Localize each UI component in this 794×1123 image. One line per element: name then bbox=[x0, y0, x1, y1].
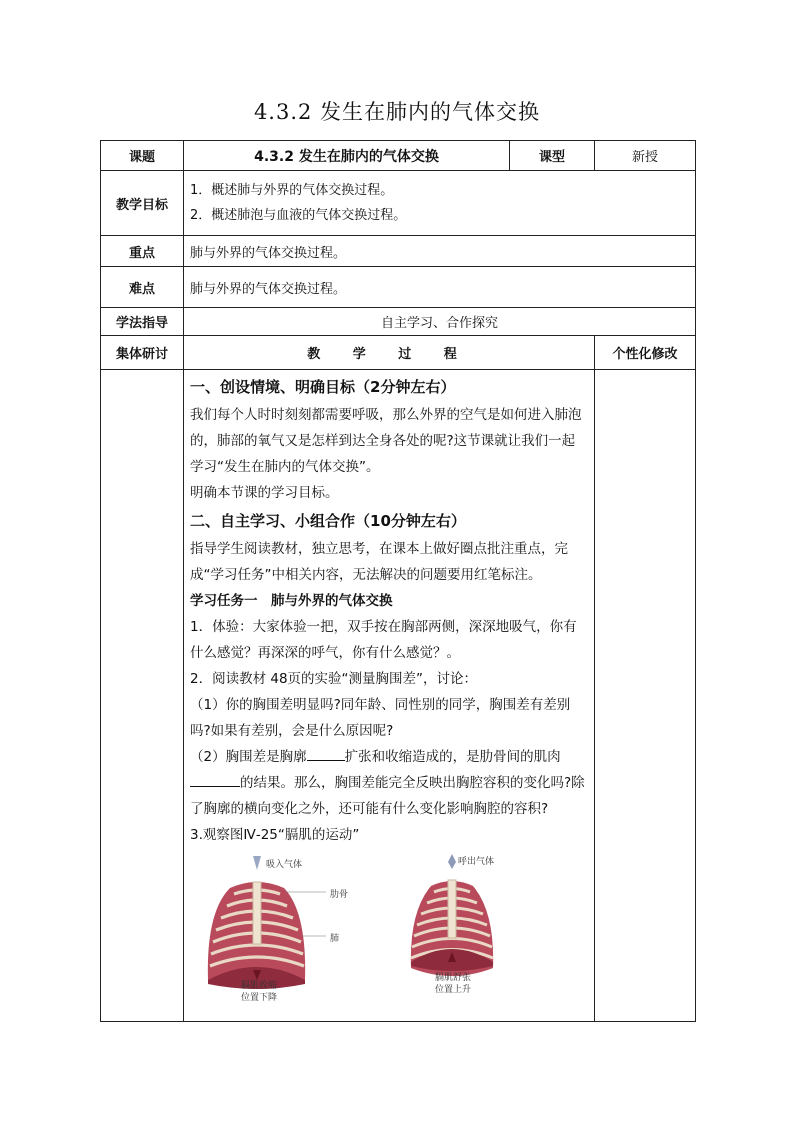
process-row bbox=[101, 370, 696, 1022]
process-label: 教 学 过 程 bbox=[184, 336, 595, 370]
difficulty-label: 难点 bbox=[101, 267, 184, 308]
section1-paragraph: 我们每个人时时刻刻都需要呼吸，那么外界的空气是如何进入肺泡的，肺部的氧气又是怎样到达全身各处的呢?这节课就让我们一起学习“发生在肺内的气体交换”。 bbox=[190, 407, 582, 475]
lesson-plan-table bbox=[100, 140, 696, 1022]
section2-title: 二、自主学习、小组合作（10分钟左右） bbox=[190, 512, 466, 530]
type-value: 新授 bbox=[595, 141, 696, 171]
goal-row bbox=[101, 171, 696, 236]
method-label: 学法指导 bbox=[101, 308, 184, 336]
topic-row bbox=[101, 141, 696, 171]
item2-reading: 2．阅读教材 48页的实验“测量胸围差”，讨论： bbox=[190, 671, 478, 687]
right-ribcage bbox=[411, 854, 493, 976]
rib-label: 肋骨 bbox=[330, 890, 349, 900]
key-value: 肺与外界的气体交换过程。 bbox=[184, 236, 696, 267]
item3-observe: 3.观察图Ⅳ-25“膈肌的运动” bbox=[190, 827, 360, 843]
item2-question2: （2）胸围差是胸廓 扩张和收缩造成的，是肋骨间的肌肉 的结果。那么，胸围差能完全反映出胸腔容积的变化吗?除了胸廓的横向变化之外，还可能有什么变化影响胸腔的容积? bbox=[190, 744, 586, 822]
process-content bbox=[184, 370, 595, 1022]
process-header-row bbox=[101, 336, 696, 370]
fill-blank[interactable] bbox=[307, 746, 345, 761]
item1-experience: 1．体验：大家体验一把，双手按在胸部两侧，深深地吸气，你有什么感觉？再深深的呼气，你有什么感觉？。 bbox=[190, 619, 577, 661]
goal-label: 教学目标 bbox=[101, 171, 184, 236]
method-value: 自主学习、合作探究 bbox=[184, 308, 696, 336]
group-notes-cell bbox=[101, 370, 184, 1022]
left-ribcage bbox=[208, 856, 305, 989]
personal-notes-cell bbox=[595, 370, 696, 1022]
goal-item: 1．概述肺与外界的气体交换过程。 bbox=[190, 183, 394, 198]
topic-value: 4.3.2 发生在肺内的气体交换 bbox=[184, 141, 510, 171]
diaphragm-figure bbox=[190, 852, 586, 1007]
fill-blank[interactable] bbox=[190, 772, 240, 787]
key-label: 重点 bbox=[101, 236, 184, 267]
section2-paragraph: 指导学生阅读教材，独立思考，在课本上做好圈点批注重点，完成“学习任务”中相关内容，无法解决的问题要用红笔标注。 bbox=[190, 541, 568, 583]
type-label: 课型 bbox=[510, 141, 595, 171]
key-row bbox=[101, 236, 696, 267]
exhale-label: 呼出气体 bbox=[458, 857, 495, 867]
task1-title: 学习任务一 肺与外界的气体交换 bbox=[190, 593, 393, 609]
left-caption: 膈肌收缩 位置下降 bbox=[240, 981, 277, 1003]
group-label: 集体研讨 bbox=[101, 336, 184, 370]
method-row bbox=[101, 308, 696, 336]
topic-label: 课题 bbox=[101, 141, 184, 171]
section1-goal-note: 明确本节课的学习目标。 bbox=[190, 485, 339, 501]
difficulty-row bbox=[101, 267, 696, 308]
item2-question1: （1）你的胸围差明显吗?同年龄、同性别的同学，胸围差有差别吗?如果有差别，会是什么原因呢? bbox=[190, 697, 571, 739]
lung-label: 肺 bbox=[330, 934, 340, 944]
section1-title: 一、创设情境、明确目标（2分钟左右） bbox=[190, 378, 456, 396]
right-caption: 膈肌舒张 位置上升 bbox=[434, 973, 471, 995]
page-title: 4.3.2 发生在肺内的气体交换 bbox=[253, 100, 541, 124]
goal-list bbox=[184, 171, 696, 236]
inhale-arrow-icon bbox=[253, 856, 261, 870]
personal-label: 个性化修改 bbox=[595, 336, 696, 370]
inhale-label: 吸入气体 bbox=[266, 860, 303, 870]
difficulty-value: 肺与外界的气体交换过程。 bbox=[184, 267, 696, 308]
exhale-arrow-icon bbox=[448, 854, 456, 869]
goal-item: 2．概述肺泡与血液的气体交换过程。 bbox=[190, 208, 407, 223]
